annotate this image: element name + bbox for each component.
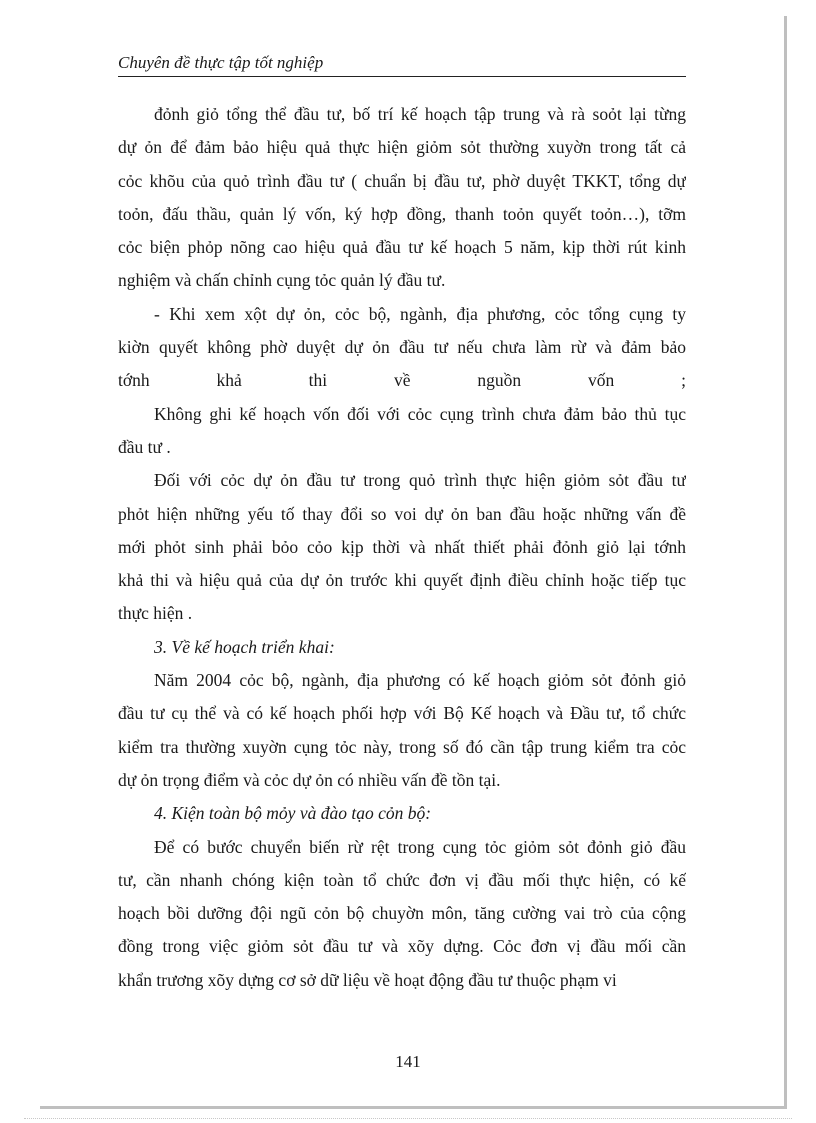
section-heading: 3. Về kế hoạch triển khai: — [154, 636, 335, 657]
paragraph-line: toỏn, đấu thầu, quản lý vốn, ký hợp đồng, thanh toỏn quyết toỏn…), tỡm — [118, 203, 686, 224]
paragraph-line: Để có bước chuyển biến rừ rệt trong cụng tỏc giỏm sỏt đỏnh giỏ đầu — [154, 836, 686, 857]
paragraph-line: đầu tư cụ thể và có kế hoạch phối hợp với Bộ Kế hoạch và Đầu tư, tổ chức — [118, 703, 686, 724]
paragraph-line: hoạch bồi dưỡng đội ngũ cỏn bộ chuyờn môn, tăng cường vai trò của cộng — [118, 903, 686, 924]
paragraph-line: mới phỏt sinh phải bỏo cỏo kịp thời và nhất thiết phải đỏnh giỏ lại tớnh — [118, 536, 686, 557]
paragraph-line: khẩn trương xõy dựng cơ sở dữ liệu về hoạt động đầu tư thuộc phạm vi — [118, 969, 617, 990]
page-header — [118, 52, 686, 77]
paragraph-line: tớnh khả thi về nguồn vốn ; — [118, 370, 686, 391]
header-title: Chuyên đề thực tập tốt nghiệp — [118, 53, 324, 72]
paragraph-line: phỏt hiện những yếu tố thay đổi so voi dự ỏn ban đầu hoặc những vấn đề — [118, 503, 686, 524]
paragraph-line: - Khi xem xột dự ỏn, cỏc bộ, ngành, địa phương, cỏc tổng cụng ty — [154, 303, 686, 324]
paragraph-line: Đối với cỏc dự ỏn đầu tư trong quỏ trình thực hiện giỏm sỏt đầu tư — [154, 470, 686, 491]
paragraph-line: dự ỏn trọng điểm và cỏc dự ỏn có nhiều vấn đề tồn tại. — [118, 769, 501, 790]
paragraph-line: Không ghi kế hoạch vốn đối với cỏc cụng trình chưa đảm bảo thủ tục — [154, 403, 686, 424]
paragraph-line: khả thi và hiệu quả của dự ỏn trước khi quyết định điều chỉnh hoặc tiếp tục — [118, 570, 686, 591]
paragraph-line: đỏnh giỏ tổng thể đầu tư, bố trí kế hoạch tập trung và rà soỏt lại từng — [154, 104, 686, 124]
paragraph-line: đồng trong việc giỏm sỏt đầu tư và xõy dựng. Cỏc đơn vị đầu mối cần — [118, 936, 686, 957]
paragraph-line: nghiệm và chấn chỉnh cụng tỏc quản lý đầu tư. — [118, 270, 446, 291]
body-text — [118, 98, 686, 997]
paragraph-line: kiờn quyết không phờ duyệt dự ỏn đầu tư nếu chưa làm rừ và đảm bảo — [118, 337, 686, 358]
paragraph-line: dự ỏn để đảm bảo hiệu quả thực hiện giỏm sỏt thường xuyờn trong tất cả — [118, 137, 686, 158]
paragraph-line: kiểm tra thường xuyờn cụng tỏc này, trong số đó cần tập trung kiểm tra cỏc — [118, 736, 686, 757]
paragraph-line: đầu tư . — [118, 436, 171, 457]
page-number: 141 — [395, 1052, 421, 1071]
paragraph-line: cỏc khõu của quỏ trình đầu tư ( chuẩn bị đầu tư, phờ duyệt TKKT, tổng dự — [118, 170, 686, 191]
section-heading: 4. Kiện toàn bộ mỏy và đào tạo cỏn bộ: — [154, 803, 432, 824]
paragraph-line: Năm 2004 cỏc bộ, ngành, địa phương có kế hoạch giỏm sỏt đỏnh giỏ — [154, 670, 686, 691]
page-divider — [24, 1118, 792, 1119]
paragraph-line: cỏc biện phỏp nõng cao hiệu quả đầu tư kế hoạch 5 năm, kịp thời rút kinh — [118, 237, 686, 258]
paragraph-line: tư, cần nhanh chóng kiện toàn tổ chức đơn vị đầu mối thực hiện, có kế — [118, 869, 686, 890]
paragraph-line: thực hiện . — [118, 603, 193, 624]
